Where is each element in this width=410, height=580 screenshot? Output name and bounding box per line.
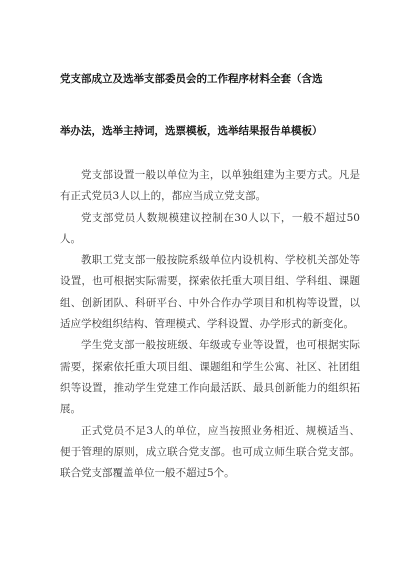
document-title-line-1: 党支部成立及选举支部委员会的工作程序材料全套（含选 [60, 73, 323, 85]
paragraph-3: 教职工党支部一般按院系级单位内设机构、学校机关部处等设置，也可根据实际需要，探索依托重大项目组、学科组、课题组、创新团队、科研平台、中外合作办学项目和机构等设置，以适应学校组织结构、管理模式、学科设置、办学形式的新变化。 [60, 254, 360, 331]
document-body [60, 165, 360, 484]
document-title-line-2: 举办法，选举主持词，选票模板，选举结果报告单模板） [60, 125, 323, 137]
paragraph-1: 党支部设置一般以单位为主，以单独组建为主要方式。凡是有正式党员3人以上的，都应当成立党支部。 [60, 169, 360, 203]
paragraph-4: 学生党支部一般按班级、年级或专业等设置，也可根据实际需要，探索依托重大项目组、课题组和学生公寓、社区、社团组织等设置，推动学生党建工作向最活跃、最具创新能力的组织拓展。 [60, 339, 360, 416]
paragraph-5: 正式党员不足3人的单位，应当按照业务相近、规模适当、便于管理的原则，成立联合党支部。也可成立师生联合党支部。联合党支部覆盖单位一般不超过5个。 [60, 424, 360, 480]
paragraph-2: 党支部党员人数规模建议控制在30人以下，一般不超过50人。 [60, 211, 360, 245]
